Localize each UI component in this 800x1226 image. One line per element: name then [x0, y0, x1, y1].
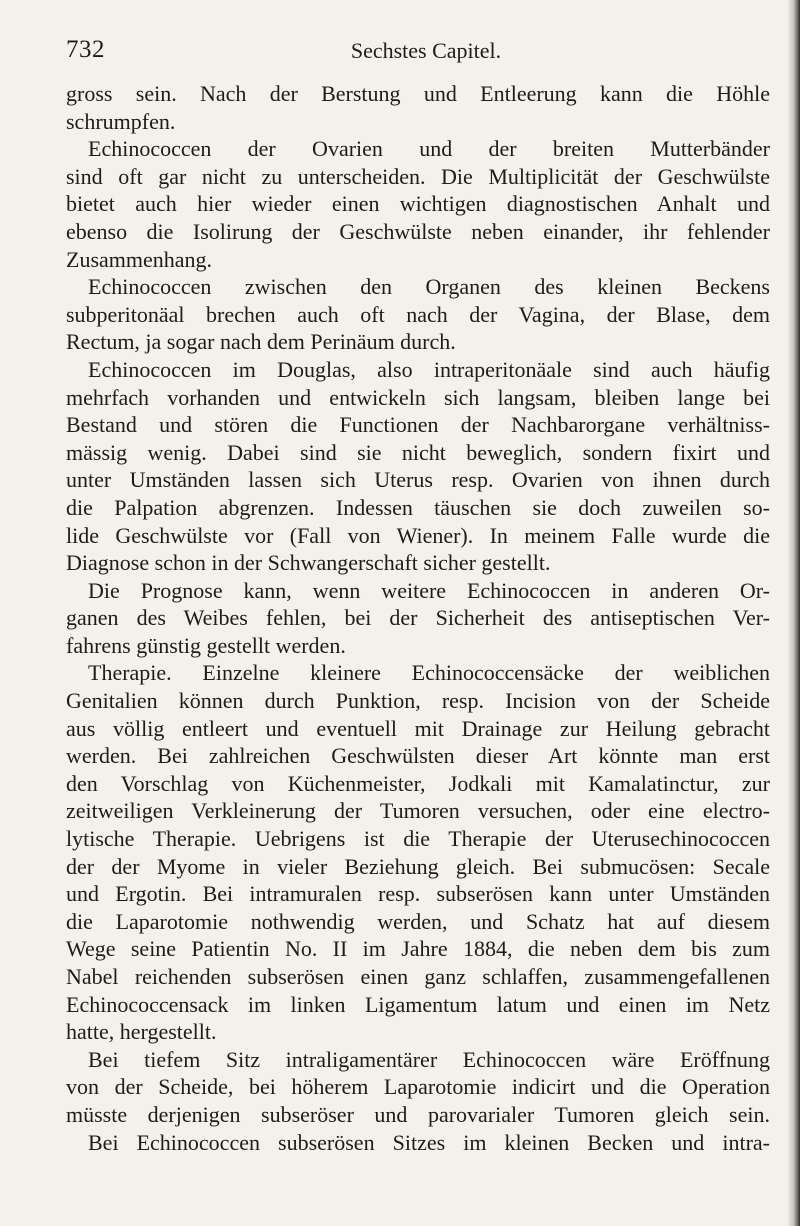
text-line: lytische Therapie. Uebrigens ist die Therapie der Uterusechinococcen: [66, 826, 770, 852]
text-line: aus völlig entleert und eventuell mit Drainage zur Heilung gebracht: [66, 715, 770, 741]
text-line: Bei Echinococcen subserösen Sitzes im kleinen Becken und intra-: [88, 1129, 770, 1155]
running-head: Sechstes Capitel.: [350, 38, 502, 63]
text-line: Zusammenhang.: [66, 246, 213, 272]
text-line: Echinococcen im Douglas, also intraperitonäale sind auch häufig: [88, 356, 770, 382]
text-line: Rectum, ja sogar nach dem Perinäum durch.: [66, 329, 456, 355]
text-line: Echinococcensack im linken Ligamentum latum und einen im Netz: [66, 991, 770, 1017]
text-line: und Ergotin. Bei intramuralen resp. subserösen kann unter Umständen: [66, 881, 770, 907]
text-line: ebenso die Isolirung der Geschwülste neben einander, ihr fehlender: [66, 218, 770, 244]
text-line: Bei tiefem Sitz intraligamentärer Echinococcen wäre Eröffnung: [88, 1046, 770, 1072]
text-line: müsste derjenigen subseröser und parovarialer Tumoren gleich sein.: [66, 1101, 770, 1127]
text-line: die Palpation abgrenzen. Indessen täuschen sie doch zuweilen so-: [66, 494, 770, 520]
text-line: fahrens günstig gestellt werden.: [66, 632, 346, 658]
text-line: gross sein. Nach der Berstung und Entleerung kann die Höhle: [66, 81, 770, 106]
text-line: mässig wenig. Dabei sind sie nicht beweglich, sondern fixirt und: [66, 439, 770, 465]
text-line: unter Umständen lassen sich Uterus resp. Ovarien von ihnen durch: [66, 467, 770, 493]
text-line: sind oft gar nicht zu unterscheiden. Die Multiplicität der Geschwülste: [66, 163, 770, 189]
text-line: Diagnose schon in der Schwangerschaft sicher gestellt.: [66, 550, 551, 576]
text-line: die Laparotomie nothwendig werden, und Schatz hat auf diesem: [66, 908, 770, 934]
page-number: 732: [66, 36, 105, 63]
text-line: ganen des Weibes fehlen, bei der Sicherheit des antiseptischen Ver-: [66, 605, 770, 631]
text-line: Genitalien können durch Punktion, resp. Incision von der Scheide: [66, 688, 770, 714]
body-text: [66, 80, 770, 1156]
text-line: mehrfach vorhanden und entwickeln sich langsam, bleiben lange bei: [66, 384, 770, 410]
text-line: der der Myome in vieler Beziehung gleich. Bei submucösen: Secale: [66, 853, 770, 879]
text-line: von der Scheide, bei höherem Laparotomie indicirt und die Operation: [66, 1074, 770, 1100]
text-line: Die Prognose kann, wenn weitere Echinococcen in anderen Or-: [88, 577, 770, 603]
text-line: Nabel reichenden subserösen einen ganz schlaffen, zusammengefallenen: [66, 964, 770, 989]
text-line: Echinococcen zwischen den Organen des kleinen Beckens: [88, 274, 770, 300]
text-line: schrumpfen.: [66, 108, 176, 134]
text-line: Echinococcen der Ovarien und der breiten Mutterbänder: [88, 136, 770, 162]
text-line: bietet auch hier wieder einen wichtigen diagnostischen Anhalt und: [66, 191, 770, 217]
text-line: werden. Bei zahlreichen Geschwülsten dieser Art könnte man erst: [66, 743, 770, 769]
text-line: Therapie. Einzelne kleinere Echinococcensäcke der weiblichen: [88, 660, 770, 686]
text-line: zeitweiligen Verkleinerung der Tumoren versuchen, oder eine electro-: [66, 798, 770, 824]
page-edge-shadow: [788, 0, 800, 1226]
text-line: Wege seine Patientin No. II im Jahre 1884, die neben dem bis zum: [66, 936, 770, 962]
page-header: [66, 36, 766, 76]
text-line: subperitonäal brechen auch oft nach der Vagina, der Blase, dem: [66, 301, 770, 327]
text-line: den Vorschlag von Küchenmeister, Jodkali mit Kamalatinctur, zur: [66, 770, 770, 796]
text-line: hatte, hergestellt.: [66, 1019, 217, 1045]
text-line: lide Geschwülste vor (Fall von Wiener). In meinem Falle wurde die: [66, 522, 770, 548]
text-line: Bestand und stören die Functionen der Nachbarorgane verhältniss-: [66, 412, 770, 438]
